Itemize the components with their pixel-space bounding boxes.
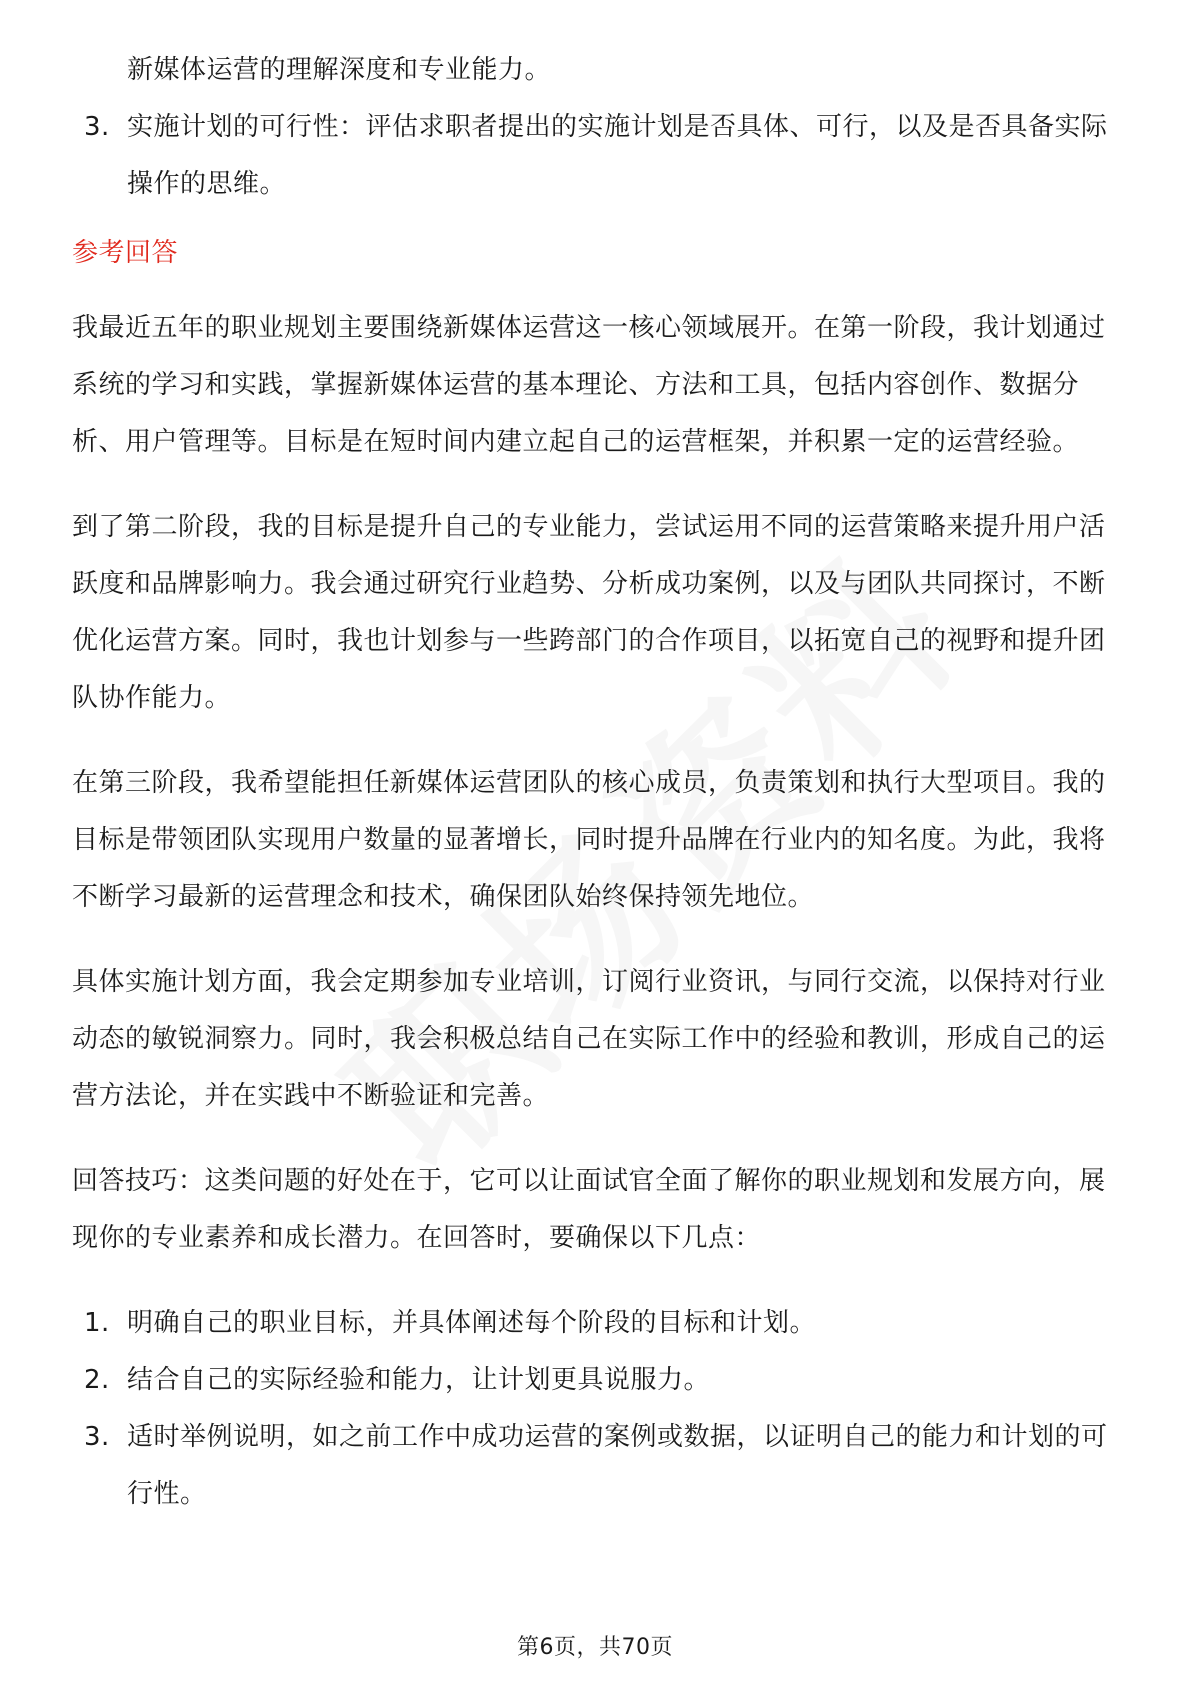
list-item-number: 3. [84,112,110,142]
list-item-text: 适时举例说明，如之前工作中成功运营的案例或数据，以证明自己的能力和计划的可行性。 [127,1422,1108,1509]
list-item [72,99,1122,213]
list-item [72,1409,1122,1523]
list-item-text: 结合自己的实际经验和能力，让计划更具说服力。 [127,1365,711,1395]
list-item-number: 2. [84,1365,110,1395]
list-item-text: 明确自己的职业目标，并具体阐述每个阶段的目标和计划。 [127,1308,817,1338]
page-footer: 第6页，共70页 [517,1635,673,1660]
answer-paragraph: 具体实施计划方面，我会定期参加专业培训，订阅行业资讯，与同行交流，以保持对行业动态的敏锐洞察力。同时，我会积极总结自己在实际工作中的经验和教训，形成自己的运营方法论，并在实践中不断验证和完善。 [72,967,1106,1111]
page-content [72,42,1122,1523]
list-item-number: 1. [84,1308,110,1338]
criteria-list [72,99,1122,213]
list-item [72,1352,1122,1409]
list-item-number: 3. [84,1422,110,1452]
list-item-text: 实施计划的可行性：评估求职者提出的实施计划是否具体、可行，以及是否具备实际操作的思维。 [127,112,1108,199]
list-item-continuation: 新媒体运营的理解深度和专业能力。 [127,55,552,85]
tips-paragraph: 回答技巧：这类问题的好处在于，它可以让面试官全面了解你的职业规划和发展方向，展现你的专业素养和成长潜力。在回答时，要确保以下几点： [72,1166,1106,1253]
section-heading: 参考回答 [72,238,179,268]
answer-paragraph: 在第三阶段，我希望能担任新媒体运营团队的核心成员，负责策划和执行大型项目。我的目标是带领团队实现用户数量的显著增长，同时提升品牌在行业内的知名度。为此，我将不断学习最新的运营理念和技术，确保团队始终保持领先地位。 [72,768,1106,912]
answer-paragraph: 到了第二阶段，我的目标是提升自己的专业能力，尝试运用不同的运营策略来提升用户活跃度和品牌影响力。我会通过研究行业趋势、分析成功案例，以及与团队共同探讨，不断优化运营方案。同时，我也计划参与一些跨部门的合作项目，以拓宽自己的视野和提升团队协作能力。 [72,512,1106,713]
tips-list [72,1295,1122,1523]
list-item [72,1295,1122,1352]
answer-paragraph: 我最近五年的职业规划主要围绕新媒体运营这一核心领域展开。在第一阶段，我计划通过系统的学习和实践，掌握新媒体运营的基本理论、方法和工具，包括内容创作、数据分析、用户管理等。目标是在短时间内建立起自己的运营框架，并积累一定的运营经验。 [72,313,1106,457]
